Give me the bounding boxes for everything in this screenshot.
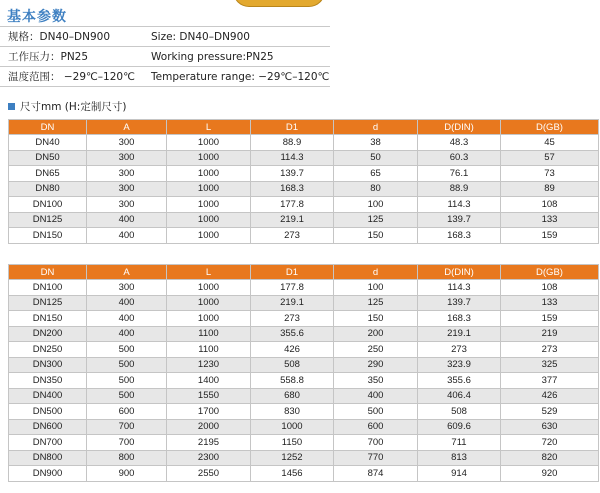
table-row [9, 404, 599, 420]
section-title: 基本参数 [7, 9, 67, 25]
param-row-size [0, 26, 330, 46]
table-row [9, 135, 599, 151]
table-cell: 2195 [167, 435, 251, 451]
table-cell: 108 [501, 280, 599, 296]
table-cell: DN125 [9, 295, 87, 311]
column-header: D(DIN) [418, 265, 501, 280]
table-cell: DN200 [9, 326, 87, 342]
table-cell: 323.9 [418, 357, 501, 373]
table-cell: 680 [251, 388, 334, 404]
table-cell: 500 [87, 373, 167, 389]
table-cell: DN300 [9, 357, 87, 373]
table-cell: 57 [501, 150, 599, 166]
table-cell: 426 [251, 342, 334, 358]
column-header: d [334, 120, 418, 135]
table-cell: 1100 [167, 342, 251, 358]
table-cell: 125 [334, 295, 418, 311]
table-cell: DN125 [9, 212, 87, 228]
column-header: A [87, 120, 167, 135]
table-cell: DN150 [9, 311, 87, 327]
table-cell: 76.1 [418, 166, 501, 182]
table-cell: 177.8 [251, 197, 334, 213]
table-cell: 1000 [167, 311, 251, 327]
dimensions-heading [8, 99, 126, 114]
table-cell: DN80 [9, 181, 87, 197]
table-cell: 48.3 [418, 135, 501, 151]
table-row [9, 357, 599, 373]
table-cell: 114.3 [418, 197, 501, 213]
table-cell: DN100 [9, 197, 87, 213]
table-cell: 300 [87, 280, 167, 296]
table-cell: 114.3 [418, 280, 501, 296]
table-cell: 139.7 [418, 295, 501, 311]
column-header: D(GB) [501, 265, 599, 280]
table-row [9, 295, 599, 311]
table-header-row [9, 120, 599, 135]
table-cell: 2300 [167, 450, 251, 466]
table-cell: 1700 [167, 404, 251, 420]
table-cell: 168.3 [418, 228, 501, 244]
table-cell: 200 [334, 326, 418, 342]
table-cell: 820 [501, 450, 599, 466]
table-cell: 80 [334, 181, 418, 197]
table-cell: 400 [87, 311, 167, 327]
table-cell: 900 [87, 466, 167, 482]
param-row-pressure [0, 46, 330, 66]
column-header: D1 [251, 120, 334, 135]
table-cell: 88.9 [251, 135, 334, 151]
column-header: DN [9, 120, 87, 135]
table-header-row [9, 265, 599, 280]
table-cell: 770 [334, 450, 418, 466]
table-cell: 355.6 [418, 373, 501, 389]
table-cell: 558.8 [251, 373, 334, 389]
table-cell: 114.3 [251, 150, 334, 166]
table-row [9, 419, 599, 435]
table-cell: 400 [87, 295, 167, 311]
table-cell: DN65 [9, 166, 87, 182]
table-cell: 1000 [167, 197, 251, 213]
table-cell: 125 [334, 212, 418, 228]
table-cell: 219 [501, 326, 599, 342]
table-cell: 700 [87, 419, 167, 435]
table-row [9, 181, 599, 197]
table-cell: 1252 [251, 450, 334, 466]
table-cell: 300 [87, 181, 167, 197]
table-cell: 150 [334, 228, 418, 244]
table-cell: 1000 [167, 150, 251, 166]
table-cell: 300 [87, 135, 167, 151]
table-cell: 508 [251, 357, 334, 373]
table-cell: 400 [334, 388, 418, 404]
column-header: DN [9, 265, 87, 280]
table-cell: DN500 [9, 404, 87, 420]
table-row [9, 450, 599, 466]
table-cell: 89 [501, 181, 599, 197]
table-cell: 100 [334, 197, 418, 213]
table-cell: 50 [334, 150, 418, 166]
table-cell: 139.7 [418, 212, 501, 228]
dimensions-title: 尺寸mm (H:定制尺寸) [20, 101, 127, 113]
column-header: L [167, 120, 251, 135]
table-cell: 500 [87, 357, 167, 373]
table-cell: 177.8 [251, 280, 334, 296]
table-cell: 65 [334, 166, 418, 182]
table-cell: 1000 [167, 295, 251, 311]
table-cell: 914 [418, 466, 501, 482]
table-cell: 406.4 [418, 388, 501, 404]
table-cell: 529 [501, 404, 599, 420]
table-cell: 133 [501, 295, 599, 311]
table-cell: DN40 [9, 135, 87, 151]
table-cell: 874 [334, 466, 418, 482]
table-cell: 38 [334, 135, 418, 151]
table-cell: 2000 [167, 419, 251, 435]
table-cell: 700 [87, 435, 167, 451]
table-cell: 1456 [251, 466, 334, 482]
table-cell: 1000 [167, 280, 251, 296]
table-cell: 400 [87, 326, 167, 342]
param-temperature-cn: 温度范围： −29℃–120℃ [8, 71, 135, 83]
column-header: L [167, 265, 251, 280]
table-cell: 139.7 [251, 166, 334, 182]
param-pressure-en: Working pressure:PN25 [151, 50, 274, 63]
table-cell: 1400 [167, 373, 251, 389]
table-cell: 73 [501, 166, 599, 182]
table-cell: 1230 [167, 357, 251, 373]
table-cell: 920 [501, 466, 599, 482]
column-header: A [87, 265, 167, 280]
table-cell: 400 [87, 212, 167, 228]
table-cell: 300 [87, 166, 167, 182]
table-cell: 325 [501, 357, 599, 373]
column-header: D(DIN) [418, 120, 501, 135]
table-cell: 1000 [167, 166, 251, 182]
table-cell: 1550 [167, 388, 251, 404]
table-cell: 45 [501, 135, 599, 151]
table-row [9, 197, 599, 213]
table-cell: 219.1 [251, 295, 334, 311]
table-cell: 250 [334, 342, 418, 358]
param-size-en: Size: DN40–DN900 [151, 30, 250, 43]
dimensions-table-large [8, 264, 599, 482]
table-row [9, 373, 599, 389]
table-cell: 800 [87, 450, 167, 466]
table-cell: 700 [334, 435, 418, 451]
table-cell: DN600 [9, 419, 87, 435]
param-pressure-cn: 工作压力：PN25 [8, 51, 89, 63]
table-row [9, 166, 599, 182]
table-row [9, 150, 599, 166]
table-cell: DN100 [9, 280, 87, 296]
table-cell: 500 [334, 404, 418, 420]
table-cell: 273 [418, 342, 501, 358]
table-cell: 150 [334, 311, 418, 327]
table-row [9, 388, 599, 404]
table-row [9, 466, 599, 482]
param-size-cn: 规格：DN40–DN900 [8, 31, 111, 43]
table-cell: 813 [418, 450, 501, 466]
table-cell: 1000 [167, 228, 251, 244]
table-cell: DN350 [9, 373, 87, 389]
table-cell: 133 [501, 212, 599, 228]
table-cell: 350 [334, 373, 418, 389]
table-row [9, 280, 599, 296]
table-cell: DN150 [9, 228, 87, 244]
table-cell: 1000 [167, 181, 251, 197]
table-row [9, 228, 599, 244]
table-cell: 630 [501, 419, 599, 435]
table-cell: 600 [334, 419, 418, 435]
square-bullet-icon [8, 103, 15, 110]
table-cell: 1000 [167, 135, 251, 151]
param-row-temperature [0, 66, 330, 87]
table-cell: 1150 [251, 435, 334, 451]
table-cell: 168.3 [251, 181, 334, 197]
table-cell: 88.9 [418, 181, 501, 197]
table-cell: 377 [501, 373, 599, 389]
table-cell: 2550 [167, 466, 251, 482]
table-cell: 168.3 [418, 311, 501, 327]
table-row [9, 342, 599, 358]
table-cell: 400 [87, 228, 167, 244]
table-cell: 1100 [167, 326, 251, 342]
table-cell: 711 [418, 435, 501, 451]
table-cell: 219.1 [251, 212, 334, 228]
table-cell: 273 [251, 228, 334, 244]
table-row [9, 212, 599, 228]
table-cell: 108 [501, 197, 599, 213]
table-cell: 355.6 [251, 326, 334, 342]
table-cell: 609.6 [418, 419, 501, 435]
table-cell: 508 [418, 404, 501, 420]
table-row [9, 326, 599, 342]
table-cell: DN800 [9, 450, 87, 466]
table-cell: 100 [334, 280, 418, 296]
table-cell: 1000 [251, 419, 334, 435]
column-header: D1 [251, 265, 334, 280]
table-row [9, 311, 599, 327]
column-header: D(GB) [501, 120, 599, 135]
basic-params [0, 26, 330, 87]
product-image-edge [233, 0, 325, 7]
table-cell: 273 [251, 311, 334, 327]
table-cell: 300 [87, 197, 167, 213]
dimensions-table-small [8, 119, 599, 244]
table-cell: 830 [251, 404, 334, 420]
table-cell: 300 [87, 150, 167, 166]
table-cell: DN700 [9, 435, 87, 451]
table-cell: 60.3 [418, 150, 501, 166]
table-cell: 500 [87, 342, 167, 358]
table-cell: DN400 [9, 388, 87, 404]
column-header: d [334, 265, 418, 280]
table-cell: 159 [501, 228, 599, 244]
table-cell: 1000 [167, 212, 251, 228]
table-cell: 500 [87, 388, 167, 404]
table-cell: DN50 [9, 150, 87, 166]
table-cell: DN250 [9, 342, 87, 358]
table-cell: 426 [501, 388, 599, 404]
table-cell: 720 [501, 435, 599, 451]
table-cell: DN900 [9, 466, 87, 482]
table-cell: 159 [501, 311, 599, 327]
table-row [9, 435, 599, 451]
table-cell: 219.1 [418, 326, 501, 342]
table-cell: 600 [87, 404, 167, 420]
table-cell: 273 [501, 342, 599, 358]
table-cell: 290 [334, 357, 418, 373]
param-temperature-en: Temperature range: −29℃–120℃ [151, 70, 330, 83]
